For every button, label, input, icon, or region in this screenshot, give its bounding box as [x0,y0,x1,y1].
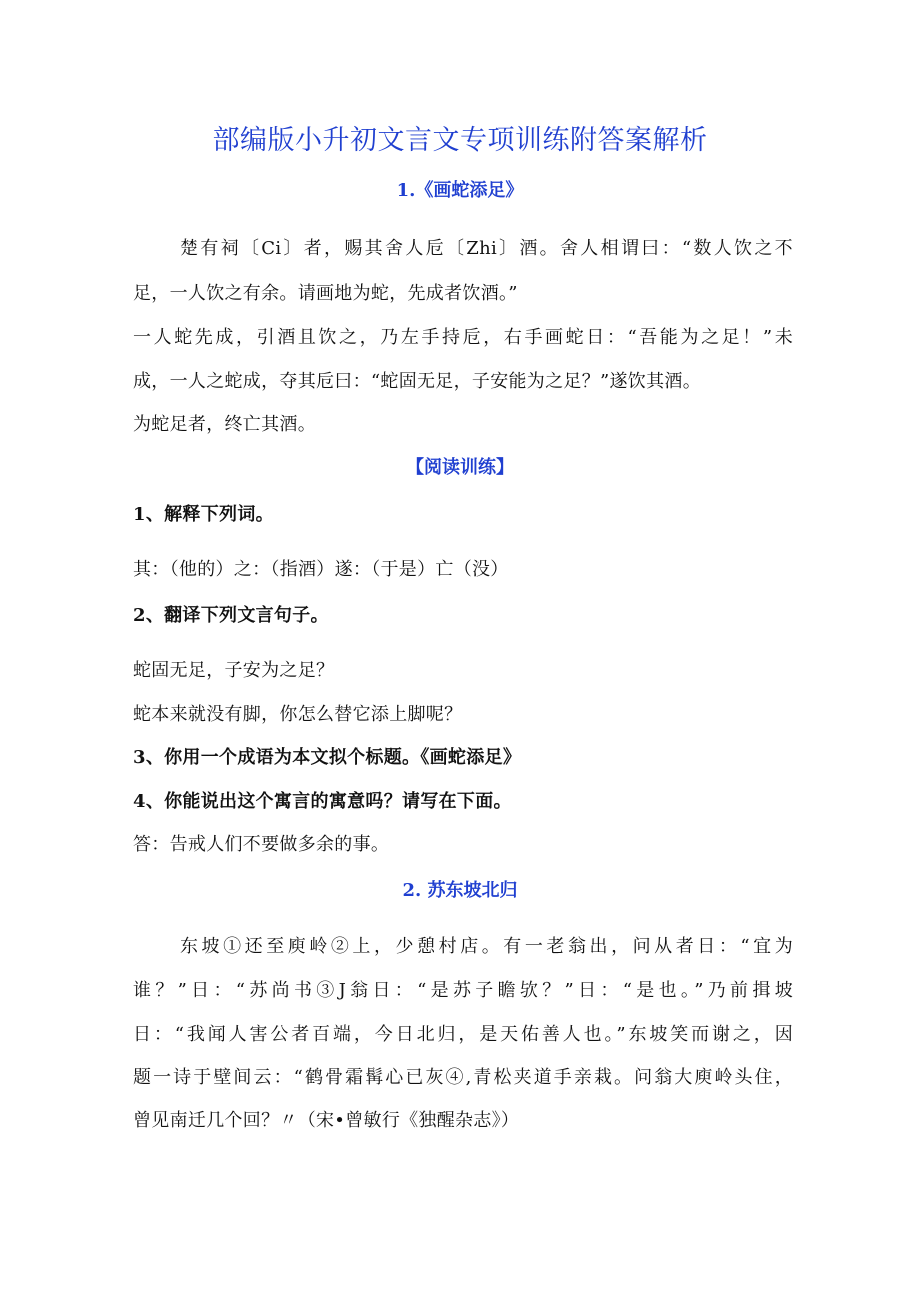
question-4: 4、你能说出这个寓言的寓意吗？请写在下面。 [133,791,512,812]
section-1-paragraph-line: 为蛇足者，终亡其酒。 [133,414,316,435]
answer-4: 答：告戒人们不要做多余的事。 [133,834,390,855]
section-2-paragraph-line: 谁？”日：“苏尚书③J翁日：“是苏子瞻欤？”日：“是也。”乃前揖坡 [133,980,793,1001]
section-2-paragraph-line: 日：“我闻人害公者百端，今日北归，是天佑善人也。”东坡笑而谢之，因 [133,1024,793,1045]
answer-2-source: 蛇固无足，子安为之足？ [133,660,335,681]
section-1-paragraph-line: 楚有祠〔Ci〕者，赐其舍人卮〔Zhi〕酒。舍人相谓曰：“数人饮之不 [180,238,793,259]
section-1-heading: 1.《画蛇添足》 [396,180,524,201]
section-2-paragraph-line: 题一诗于壁间云：“鹤骨霜髯心已灰④,青松夹道手亲栽。问翁大庾岭头住， [133,1067,793,1088]
question-3: 3、你用一个成语为本文拟个标题。《画蛇添足》 [133,747,522,768]
question-2: 2、翻译下列文言句子。 [133,605,329,626]
section-1-paragraph-line: 一人蛇先成，引酒且饮之，乃左手持卮，右手画蛇日：“吾能为之足！”未 [133,327,793,348]
section-2-paragraph-line: 曾见南迁几个回？〃（宋•曾敏行《独醒杂志》） [133,1110,520,1131]
section-1-paragraph-line: 足，一人饮之有余。请画地为蛇，先成者饮酒。” [133,283,518,304]
answer-2-translation: 蛇本来就没有脚，你怎么替它添上脚呢？ [133,704,463,725]
section-2-heading: 2. 苏东坡北归 [402,880,518,901]
section-2-paragraph-line: 东坡①还至庾岭②上，少憩村店。有一老翁出，问从者日：“宜为 [180,936,793,957]
training-heading: 【阅读训练】 [406,457,514,478]
section-1-paragraph-line: 成，一人之蛇成，夺其卮曰：“蛇固无足，子安能为之足？”遂饮其酒。 [133,371,702,392]
document-title: 部编版小升初文言文专项训练附答案解析 [212,125,708,156]
question-1: 1、解释下列词。 [133,504,274,525]
answer-1: 其：（他的）之：（指酒）遂：（于是）亡（没） [133,559,509,580]
